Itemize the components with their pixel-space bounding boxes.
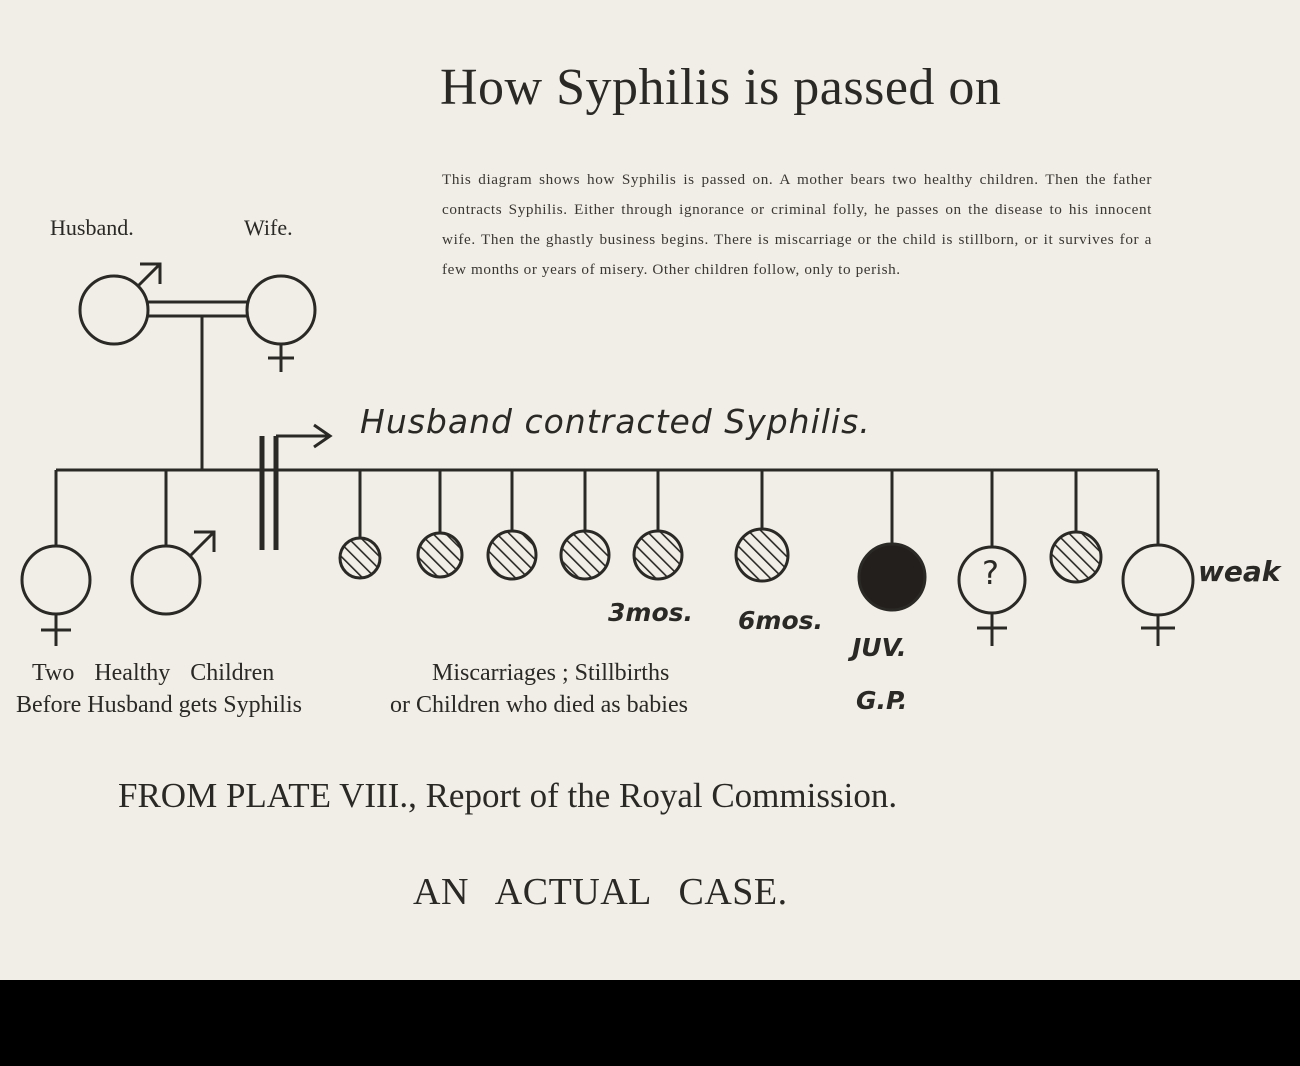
child-weak-girl — [1123, 470, 1193, 646]
page-title: How Syphilis is passed on — [440, 59, 1002, 116]
caption-healthy-line1: Two Healthy Children — [32, 660, 275, 686]
event-label: Husband contracted Syphilis. — [360, 402, 871, 441]
event-marker — [262, 425, 330, 550]
source-line: FROM PLATE VIII., Report of the Royal Commission. — [118, 776, 898, 815]
description-paragraph: This diagram shows how Syphilis is passed on. A mother bears two healthy children. Then the father contracts Syphilis. Either through ignorance or criminal folly, he passes on the disease to his innocent wife. Then the ghastly business begins. There is miscarriage or the child is stillborn, or it survives for a few months or years of misery. Other children follow, only to perish. — [442, 171, 1152, 278]
wife-symbol — [247, 276, 315, 372]
note-juv: JUV. — [852, 633, 907, 662]
child-died-2 — [418, 470, 462, 577]
note-gp: G.P. — [856, 686, 908, 715]
child-died-1 — [340, 470, 380, 578]
child-juv-gp — [859, 470, 925, 610]
caption-healthy-line2: Before Husband gets Syphilis — [16, 692, 302, 718]
note-weak: weak — [1198, 555, 1281, 588]
child-died-3 — [488, 470, 536, 579]
husband-label: Husband. — [50, 215, 134, 240]
child-died-6mos — [736, 470, 788, 581]
child-healthy-boy — [132, 470, 214, 614]
child-died-5 — [1051, 470, 1101, 582]
question-mark: ? — [982, 554, 999, 592]
caption-dead-line2: or Children who died as babies — [390, 692, 688, 718]
wife-label: Wife. — [244, 215, 293, 240]
note-3mos: 3mos. — [608, 598, 693, 627]
actual-case-heading: AN ACTUAL CASE. — [413, 871, 788, 913]
marriage-line — [148, 302, 247, 316]
bottom-border — [0, 980, 1300, 1066]
child-healthy-girl — [22, 470, 90, 646]
child-died-4 — [561, 470, 609, 579]
note-6mos: 6mos. — [738, 606, 823, 635]
husband-symbol — [80, 264, 160, 344]
caption-dead-line1: Miscarriages ; Stillbirths — [432, 660, 670, 686]
child-died-3mos — [634, 470, 682, 579]
